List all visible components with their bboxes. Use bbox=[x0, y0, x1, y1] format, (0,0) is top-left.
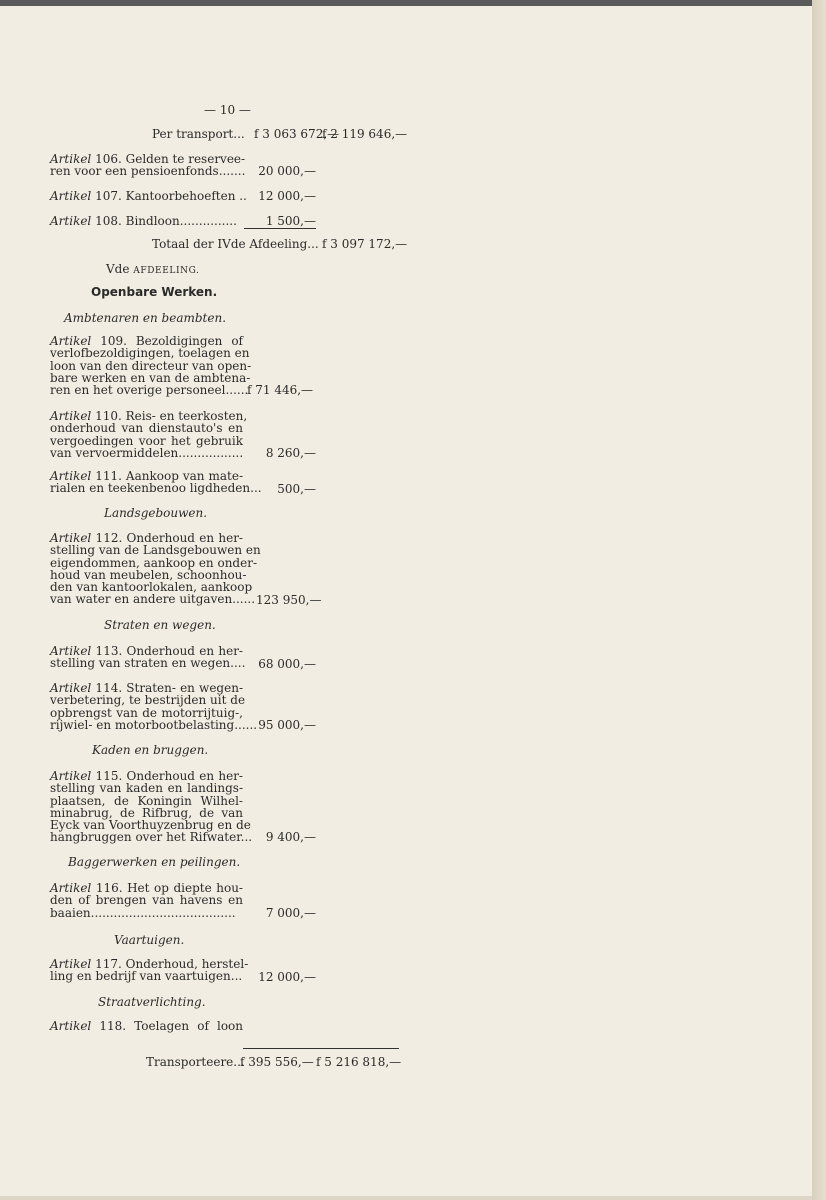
document-page bbox=[0, 6, 813, 1196]
article-110-line: vergoedingen voor het gebruik bbox=[50, 433, 243, 448]
article-109-line: Artikel 109. Bezoldigingen of bbox=[50, 334, 243, 348]
article-111 bbox=[50, 469, 262, 496]
subheading-vaartuigen: Vaartuigen. bbox=[114, 933, 185, 947]
section-name: AFDEELING. bbox=[133, 266, 200, 276]
article-114-line: rijwiel- en motorbootbelasting...... bbox=[50, 717, 258, 732]
subheading-straten: Straten en wegen. bbox=[104, 618, 216, 632]
article-114 bbox=[50, 681, 258, 732]
transporteere-label: Transporteere... bbox=[146, 1055, 245, 1069]
article-113-line: stelling van straten en wegen.... bbox=[50, 656, 246, 671]
article-114-line: Artikel 114. Straten- en wegen- bbox=[50, 681, 243, 695]
article-114-line: opbrengst van de motorrijtuig-, bbox=[50, 705, 243, 720]
article-115-amount: 9 400,— bbox=[265, 830, 316, 844]
article-106-amount: 20 000,— bbox=[258, 164, 316, 178]
article-109-line: ren en het overige personeel...... bbox=[50, 383, 249, 398]
total-iv-label: Totaal der IVde Afdeeling... bbox=[152, 237, 319, 251]
article-112-line: houd van meubelen, schoonhou- bbox=[50, 567, 247, 582]
article-118 bbox=[50, 1020, 243, 1032]
article-115-line: stelling van kaden en landings- bbox=[50, 781, 243, 796]
article-115 bbox=[50, 769, 253, 845]
article-115-line: Eyck van Voorthuyzenbrug en de bbox=[50, 818, 251, 833]
article-115-line: Artikel 115. Onderhoud en her- bbox=[50, 769, 243, 783]
article-117 bbox=[50, 957, 249, 984]
article-116 bbox=[50, 882, 243, 919]
artikel-word: Artikel bbox=[50, 409, 92, 423]
article-112-line: den van kantoorlokalen, aankoop bbox=[50, 580, 253, 595]
transport-rule bbox=[243, 1048, 399, 1049]
article-109-line: bare werken en van de ambtena- bbox=[50, 370, 251, 385]
article-107: Artikel 107. Kantoorbehoeften .. bbox=[50, 189, 247, 203]
article-111-amount: 500,— bbox=[277, 482, 316, 496]
article-113-amount: 68 000,— bbox=[258, 657, 316, 671]
article-110-amount: 8 260,— bbox=[265, 446, 316, 460]
article-106 bbox=[50, 152, 246, 179]
article-111-line: Artikel 111. Aankoop van mate- bbox=[50, 469, 243, 483]
article-110 bbox=[50, 409, 248, 460]
artikel-word: Artikel bbox=[50, 1019, 92, 1033]
article-118-line: Artikel 118. Toelagen of loon bbox=[50, 1019, 243, 1033]
article-110-line: van vervoermiddelen................. bbox=[50, 445, 244, 460]
article-112-amount: 123 950,— bbox=[256, 593, 322, 607]
article-115-line: plaatsen, de Koningin Wilhel- bbox=[50, 793, 243, 808]
article-110-line: onderhoud van dienstauto's en bbox=[50, 421, 243, 436]
artikel-word: Artikel bbox=[50, 644, 92, 658]
article-112-line: stelling van de Landsgebouwen en bbox=[50, 543, 261, 558]
total-iv-amount: f 3 097 172,— bbox=[322, 237, 408, 251]
article-117-line: ling en bedrijf van vaartuigen... bbox=[50, 969, 243, 984]
section-prefix: Vde bbox=[106, 262, 130, 276]
article-108: Artikel 108. Bindloon............... bbox=[50, 214, 237, 228]
artikel-word: Artikel bbox=[50, 681, 92, 695]
page-edge bbox=[812, 0, 826, 1200]
article-115-line: hangbruggen over het Rifwater... bbox=[50, 830, 253, 845]
article-113 bbox=[50, 644, 246, 671]
article-110-line: Artikel 110. Reis- en teerkosten, bbox=[50, 409, 248, 423]
artikel-word: Artikel bbox=[50, 531, 92, 545]
article-109-amount: f 71 446,— bbox=[247, 383, 314, 397]
artikel-word: Artikel bbox=[50, 769, 92, 783]
subheading-ambtenaren: Ambtenaren en beambten. bbox=[64, 311, 227, 325]
article-112-line: Artikel 112. Onderhoud en her- bbox=[50, 531, 243, 545]
article-115-line: minabrug, de Rifbrug, de van bbox=[50, 805, 243, 820]
article-116-line: baaien...................................... bbox=[50, 905, 236, 920]
transporteere-amount-1: f 395 556,— bbox=[240, 1055, 314, 1069]
article-112-line: van water en andere uitgaven...... bbox=[50, 592, 256, 607]
article-112 bbox=[50, 531, 261, 607]
article-116-line: Artikel 116. Het op diepte hou- bbox=[50, 881, 243, 895]
transport-label: Per transport... bbox=[152, 127, 245, 141]
article-107-amount: 12 000,— bbox=[258, 189, 316, 203]
artikel-word: Artikel bbox=[50, 189, 92, 203]
artikel-word: Artikel bbox=[50, 469, 92, 483]
page-title: Openbare Werken. bbox=[91, 285, 218, 299]
article-114-line: verbetering, te bestrijden uit de bbox=[50, 693, 246, 708]
transport-amount-1: f 3 063 672,— bbox=[254, 127, 340, 141]
artikel-word: Artikel bbox=[50, 152, 92, 166]
artikel-word: Artikel bbox=[50, 214, 92, 228]
subtotal-rule bbox=[244, 228, 316, 229]
subheading-bagger: Baggerwerken en peilingen. bbox=[68, 855, 241, 869]
article-106-line: Artikel 106. Gelden te reservee- bbox=[50, 152, 246, 166]
section-heading bbox=[106, 263, 200, 277]
artikel-word: Artikel bbox=[50, 334, 92, 348]
article-117-line: Artikel 117. Onderhoud, herstel- bbox=[50, 957, 249, 971]
page-number: — 10 — bbox=[204, 103, 251, 117]
article-116-amount: 7 000,— bbox=[265, 906, 316, 920]
subheading-landsgebouwen: Landsgebouwen. bbox=[104, 506, 208, 520]
article-109-line: verlofbezoldigingen, toelagen en bbox=[50, 346, 250, 361]
article-108-amount: 1 500,— bbox=[265, 214, 316, 228]
article-114-amount: 95 000,— bbox=[258, 718, 316, 732]
artikel-word: Artikel bbox=[50, 957, 92, 971]
artikel-word: Artikel bbox=[50, 881, 92, 895]
article-111-line: rialen en teekenbenoo ligdheden... bbox=[50, 481, 262, 496]
article-117-amount: 12 000,— bbox=[258, 970, 316, 984]
article-112-line: eigendommen, aankoop en onder- bbox=[50, 555, 257, 570]
article-106-line: ren voor een pensioenfonds....... bbox=[50, 164, 246, 179]
transport-amount-2: f 2 119 646,— bbox=[322, 127, 408, 141]
article-109 bbox=[50, 334, 252, 398]
article-109-line: loon van den directeur van open- bbox=[50, 358, 252, 373]
article-116-line: den of brengen van havens en bbox=[50, 893, 243, 908]
subheading-kaden: Kaden en bruggen. bbox=[92, 743, 209, 757]
subheading-straatverlichting: Straatverlichting. bbox=[98, 995, 206, 1009]
article-113-line: Artikel 113. Onderhoud en her- bbox=[50, 644, 243, 658]
transporteere-amount-2: f 5 216 818,— bbox=[316, 1055, 402, 1069]
